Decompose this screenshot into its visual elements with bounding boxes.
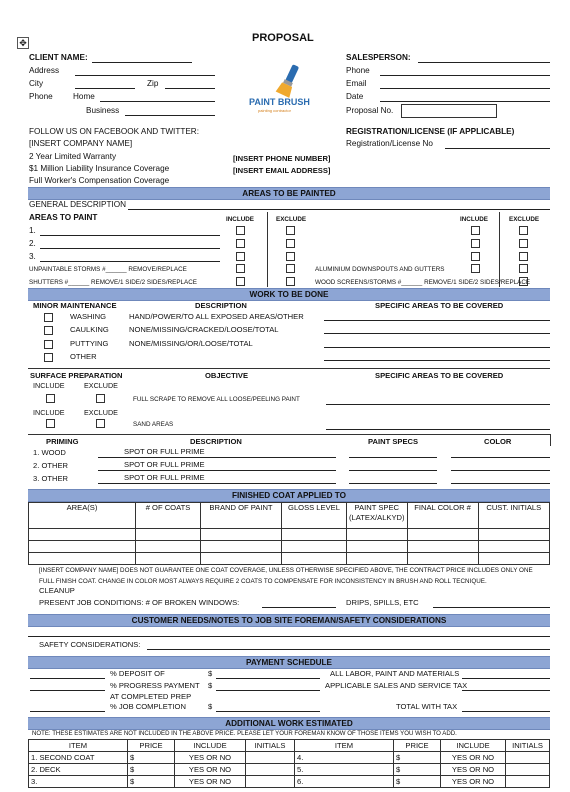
add-header-price-2: PRICE [394, 740, 441, 752]
add-cell: 4. [295, 752, 394, 764]
labor-amount-field[interactable] [462, 678, 550, 679]
prime-row-2-label: 2. OTHER [33, 461, 69, 470]
priming-right-edge [550, 434, 551, 446]
surface-include-1: INCLUDE [33, 381, 65, 390]
add-cell: $ [394, 776, 441, 788]
add-cell: 1. SECOND COAT [29, 752, 128, 764]
salesperson-label: SALESPERSON: [346, 53, 411, 62]
shutters-exclude-checkbox[interactable] [286, 277, 295, 286]
prime-row-3-label: 3. OTHER [33, 474, 69, 483]
guarantee-note-line1: [INSERT COMPANY NAME] DOES NOT GUARANTEE ONE COAT COVERAGE, UNLESS OTHERWISE SPECIFIED ABOVE, THE CONTRACT PRICE INCLUDES ONLY ONE [39, 567, 533, 574]
paint-spec-field-1[interactable] [349, 457, 437, 458]
area-3-include-checkbox[interactable] [236, 252, 245, 261]
warranty-text: 2 Year Limited Warranty [29, 152, 117, 161]
job-completion-label: % JOB COMPLETION [110, 702, 186, 711]
finished-header-coats: # OF COATS [136, 503, 201, 529]
salesperson-field[interactable] [418, 62, 550, 63]
add-cell: 5. [295, 764, 394, 776]
aluminium-exclude-checkbox[interactable] [519, 264, 528, 273]
home-label: Home [73, 92, 95, 101]
phone-label: Phone [29, 92, 53, 101]
area-field-1[interactable] [40, 235, 220, 236]
payment-band: PAYMENT SCHEDULE [28, 656, 550, 669]
caulking-desc: NONE/MISSING/CRACKED/LOOSE/TOTAL [129, 325, 279, 334]
insert-phone: [INSERT PHONE NUMBER] [233, 154, 331, 163]
insert-email: [INSERT EMAIL ADDRESS] [233, 166, 331, 175]
add-header-item-1: ITEM [29, 740, 128, 752]
color-field-3[interactable] [451, 483, 550, 484]
prime-desc-field-3[interactable] [98, 483, 336, 484]
sales-phone-label: Phone [346, 66, 370, 75]
sand-include-checkbox[interactable] [46, 419, 55, 428]
add-header-item-2: ITEM [295, 740, 394, 752]
zip-field[interactable] [165, 88, 215, 89]
aluminium-include-checkbox[interactable] [471, 264, 480, 273]
safety-field[interactable] [147, 649, 550, 650]
total-label: TOTAL WITH TAX [396, 702, 458, 711]
caulking-label: CAULKING [70, 325, 109, 334]
finished-row-2[interactable] [29, 541, 550, 553]
add-cell: 3. [29, 776, 128, 788]
guarantee-note-line2: FULL FINISH COAT. CHANGE IN COLOR MOST ALWAYS REQUIRE 2 COATS TO COMPENSATE FOR INCONSISTENCY IN BRUSH AND ROLL TECNIQUE. [39, 578, 487, 585]
add-cell [246, 752, 295, 764]
specific-areas-header: SPECIFIC AREAS TO BE COVERED [375, 301, 504, 310]
sand-area-field[interactable] [326, 429, 550, 430]
finished-coat-band: FINISHED COAT APPLIED TO [28, 489, 550, 502]
storms-include-checkbox[interactable] [236, 264, 245, 273]
finished-coat-table [28, 502, 550, 565]
add-header-price-1: PRICE [128, 740, 175, 752]
color-field-2[interactable] [451, 470, 550, 471]
add-cell [506, 776, 550, 788]
compensation-text: Full Worker's Compensation Coverage [29, 176, 170, 185]
area-row-1: 1. [29, 226, 36, 235]
section-divider [28, 368, 550, 369]
safety-label: SAFETY CONSIDERATIONS: [39, 640, 141, 649]
shutters-include-checkbox[interactable] [236, 277, 245, 286]
shutters-text: SHUTTERS #______ REMOVE/1 SIDE/2 SIDES/REPLACE [29, 279, 197, 286]
add-cell: $ [394, 764, 441, 776]
paint-specs-header: PAINT SPECS [368, 437, 419, 446]
finished-header-spec: PAINT SPEC (LATEX/ALKYD) [347, 503, 408, 529]
area-2-include-checkbox[interactable] [236, 239, 245, 248]
additional-note: NOTE: THESE ESTIMATES ARE NOT INCLUDED IN THE ABOVE PRICE. PLEASE LET YOUR FOREMAN KNOW OF THOSE ITEMS YOU WISH TO ADD. [32, 730, 457, 737]
prime-row-1-desc: SPOT OR FULL PRIME [124, 447, 205, 456]
include-header-1: INCLUDE [226, 216, 254, 223]
finished-row-1[interactable] [29, 529, 550, 541]
area-row-2: 2. [29, 239, 36, 248]
move-handle-icon[interactable]: ✥ [17, 37, 29, 49]
add-header-initials-1: INITIALS [246, 740, 295, 752]
minor-maintenance-label: MINOR MAINTENANCE [33, 301, 117, 310]
priming-description-header: DESCRIPTION [190, 437, 242, 446]
scrape-area-field[interactable] [326, 404, 550, 405]
total-amount-field[interactable] [462, 711, 550, 712]
area-2-exclude-checkbox[interactable] [286, 239, 295, 248]
business-phone-field[interactable] [125, 115, 215, 116]
deposit-amount-field[interactable] [216, 678, 320, 679]
specific-area-field-1[interactable] [324, 320, 550, 321]
logo-tagline: painting contractor [258, 108, 291, 113]
surface-exclude-1: EXCLUDE [84, 381, 118, 390]
add-cell: 6. [295, 776, 394, 788]
add-cell: YES OR NO [175, 776, 246, 788]
present-conditions-label: PRESENT JOB CONDITIONS: # OF BROKEN WINDOWS: [39, 598, 240, 607]
prime-row-2-desc: SPOT OR FULL PRIME [124, 460, 205, 469]
wood-screens-text: WOOD SCREENS/STORMS #______ REMOVE/1 SIDE/2 SIDES/REPLACE [315, 279, 531, 286]
add-cell: YES OR NO [441, 764, 506, 776]
progress-amount-field[interactable] [216, 690, 320, 691]
client-name-field[interactable] [92, 62, 192, 63]
scrape-exclude-checkbox[interactable] [96, 394, 105, 403]
address-label: Address [29, 66, 60, 75]
add-header-initials-2: INITIALS [506, 740, 550, 752]
puttying-checkbox[interactable] [44, 340, 53, 349]
puttying-desc: NONE/MISSING/OR/LOOSE/TOTAL [129, 339, 253, 348]
page-title: PROPOSAL [252, 32, 314, 44]
color-header: COLOR [484, 437, 512, 446]
add-cell [506, 752, 550, 764]
add-cell: $ [128, 764, 175, 776]
add-cell: $ [128, 776, 175, 788]
areas-divider [267, 212, 268, 287]
other-label: OTHER [70, 352, 97, 361]
sales-phone-field[interactable] [380, 75, 550, 76]
additional-work-table [28, 739, 550, 788]
caulking-checkbox[interactable] [44, 326, 53, 335]
completion-amount-field[interactable] [216, 711, 320, 712]
add-row-3[interactable] [29, 776, 550, 788]
areas-band: AREAS TO BE PAINTED [28, 187, 550, 200]
description-header: DESCRIPTION [195, 301, 247, 310]
area-field-3[interactable] [40, 261, 220, 262]
paint-spec-field-3[interactable] [349, 483, 437, 484]
add-row-2[interactable] [29, 764, 550, 776]
add-cell: YES OR NO [441, 776, 506, 788]
finished-header-brand: BRAND OF PAINT [201, 503, 282, 529]
right-1-include-checkbox[interactable] [471, 226, 480, 235]
specific-area-field-3[interactable] [324, 347, 550, 348]
registration-label: Registration/License No [346, 139, 433, 148]
unpaintable-storms-text: UNPAINTABLE STORMS #______ REMOVE/REPLACE [29, 266, 187, 273]
finished-row-3[interactable] [29, 553, 550, 565]
completion-pct-field[interactable] [30, 711, 105, 712]
add-header-include-2: INCLUDE [441, 740, 506, 752]
sales-email-label: Email [346, 79, 367, 88]
deposit-pct-field[interactable] [30, 678, 105, 679]
priming-header: PRIMING [46, 437, 79, 446]
washing-checkbox[interactable] [44, 313, 53, 322]
additional-work-band: ADDITIONAL WORK ESTIMATED [28, 717, 550, 730]
prime-desc-field-1[interactable] [98, 457, 336, 458]
surface-include-2: INCLUDE [33, 408, 65, 417]
drips-label: DRIPS, SPILLS, ETC [346, 598, 419, 607]
insurance-text: $1 Million Liability Insurance Coverage [29, 164, 170, 173]
add-header-include-1: INCLUDE [175, 740, 246, 752]
surface-prep-label: SURFACE PREPARATION [30, 371, 123, 380]
prime-row-1-label: 1. WOOD [33, 448, 66, 457]
business-label: Business [86, 106, 120, 115]
right-2-include-checkbox[interactable] [471, 239, 480, 248]
scrape-include-checkbox[interactable] [46, 394, 55, 403]
zip-label: Zip [147, 79, 159, 88]
city-field[interactable] [75, 88, 135, 89]
add-row-1[interactable] [29, 752, 550, 764]
right-1-exclude-checkbox[interactable] [519, 226, 528, 235]
cleanup-label: CLEANUP [39, 586, 75, 595]
add-cell: $ [394, 752, 441, 764]
completed-prep-label: AT COMPLETED PREP [110, 692, 192, 701]
specific-area-field-2[interactable] [324, 333, 550, 334]
add-cell: 2. DECK [29, 764, 128, 776]
areas-to-paint-label: AREAS TO PAINT [29, 213, 98, 222]
logo-name: PAINT BRUSH [249, 97, 310, 107]
progress-label: % PROGRESS PAYMENT [110, 681, 200, 690]
sales-email-field[interactable] [380, 88, 550, 89]
address-field[interactable] [75, 75, 215, 76]
proposal-no-field[interactable] [401, 104, 497, 118]
labor-label: ALL LABOR, PAINT AND MATERIALS [330, 669, 460, 678]
exclude-header-1: EXCLUDE [276, 216, 307, 223]
surface-exclude-2: EXCLUDE [84, 408, 118, 417]
right-3-include-checkbox[interactable] [471, 252, 480, 261]
finished-header-color: FINAL COLOR # [407, 503, 478, 529]
include-header-2: INCLUDE [460, 216, 488, 223]
areas-divider-2 [499, 212, 500, 287]
date-field[interactable] [380, 101, 550, 102]
specific-area-field-4[interactable] [324, 360, 550, 361]
washing-desc: HAND/POWER/TO ALL EXPOSED AREAS/OTHER [129, 312, 304, 321]
prime-row-3-desc: SPOT OR FULL PRIME [124, 473, 205, 482]
add-cell: YES OR NO [175, 752, 246, 764]
work-band: WORK TO BE DONE [28, 288, 550, 301]
objective-header: OBJECTIVE [205, 371, 249, 380]
sand-exclude-checkbox[interactable] [96, 419, 105, 428]
general-description-field[interactable] [128, 209, 550, 210]
city-label: City [29, 79, 44, 88]
completion-dollar: $ [208, 702, 213, 711]
right-3-exclude-checkbox[interactable] [519, 252, 528, 261]
full-scrape-text: FULL SCRAPE TO REMOVE ALL LOOSE/PEELING PAINT [133, 396, 300, 403]
deposit-label: % DEPOSIT OF [110, 669, 165, 678]
home-phone-field[interactable] [100, 101, 215, 102]
color-field-1[interactable] [451, 457, 550, 458]
registration-field[interactable] [445, 148, 550, 149]
finished-header-areas: AREA(S) [29, 503, 136, 529]
customer-notes-field[interactable] [28, 636, 550, 637]
aluminium-text: ALUMINIUM DOWNSPOUTS AND GUTTERS [315, 266, 445, 273]
add-cell [506, 764, 550, 776]
other-checkbox[interactable] [44, 353, 53, 362]
priming-top-line [28, 434, 550, 435]
area-1-include-checkbox[interactable] [236, 226, 245, 235]
add-cell: YES OR NO [175, 764, 246, 776]
progress-dollar: $ [208, 681, 213, 690]
registration-heading: REGISTRATION/LICENSE (IF APPLICABLE) [346, 127, 515, 136]
right-2-exclude-checkbox[interactable] [519, 239, 528, 248]
proposal-no-label: Proposal No. [346, 106, 394, 115]
progress-pct-field[interactable] [30, 690, 105, 691]
exclude-header-2: EXCLUDE [509, 216, 540, 223]
prime-desc-field-2[interactable] [98, 470, 336, 471]
drips-field[interactable] [433, 607, 550, 608]
sand-areas-text: SAND AREAS [133, 421, 174, 428]
paint-spec-field-2[interactable] [349, 470, 437, 471]
add-cell [246, 776, 295, 788]
area-1-exclude-checkbox[interactable] [286, 226, 295, 235]
tax-amount-field[interactable] [462, 690, 550, 691]
add-cell [246, 764, 295, 776]
add-cell: YES OR NO [441, 752, 506, 764]
client-name-label: CLIENT NAME: [29, 53, 88, 62]
finished-header-initials: CUST. INITIALS [478, 503, 549, 529]
general-description-label: GENERAL DESCRIPTION [29, 200, 127, 209]
company-name-placeholder: [INSERT COMPANY NAME] [29, 139, 133, 148]
broken-windows-field[interactable] [262, 607, 336, 608]
area-field-2[interactable] [40, 248, 220, 249]
date-label: Date [346, 92, 364, 101]
area-row-3: 3. [29, 252, 36, 261]
puttying-label: PUTTYING [70, 339, 109, 348]
follow-heading: FOLLOW US ON FACEBOOK AND TWITTER: [29, 127, 199, 136]
customer-needs-band: CUSTOMER NEEDS/NOTES TO JOB SITE FOREMAN/SAFETY CONSIDERATIONS [28, 614, 550, 627]
add-cell: $ [128, 752, 175, 764]
deposit-dollar: $ [208, 669, 213, 678]
storms-exclude-checkbox[interactable] [286, 264, 295, 273]
area-3-exclude-checkbox[interactable] [286, 252, 295, 261]
finished-header-gloss: GLOSS LEVEL [282, 503, 347, 529]
specific-areas-header-2: SPECIFIC AREAS TO BE COVERED [375, 371, 504, 380]
washing-label: WASHING [70, 312, 106, 321]
tax-label: APPLICABLE SALES AND SERVICE TAX [325, 681, 468, 690]
